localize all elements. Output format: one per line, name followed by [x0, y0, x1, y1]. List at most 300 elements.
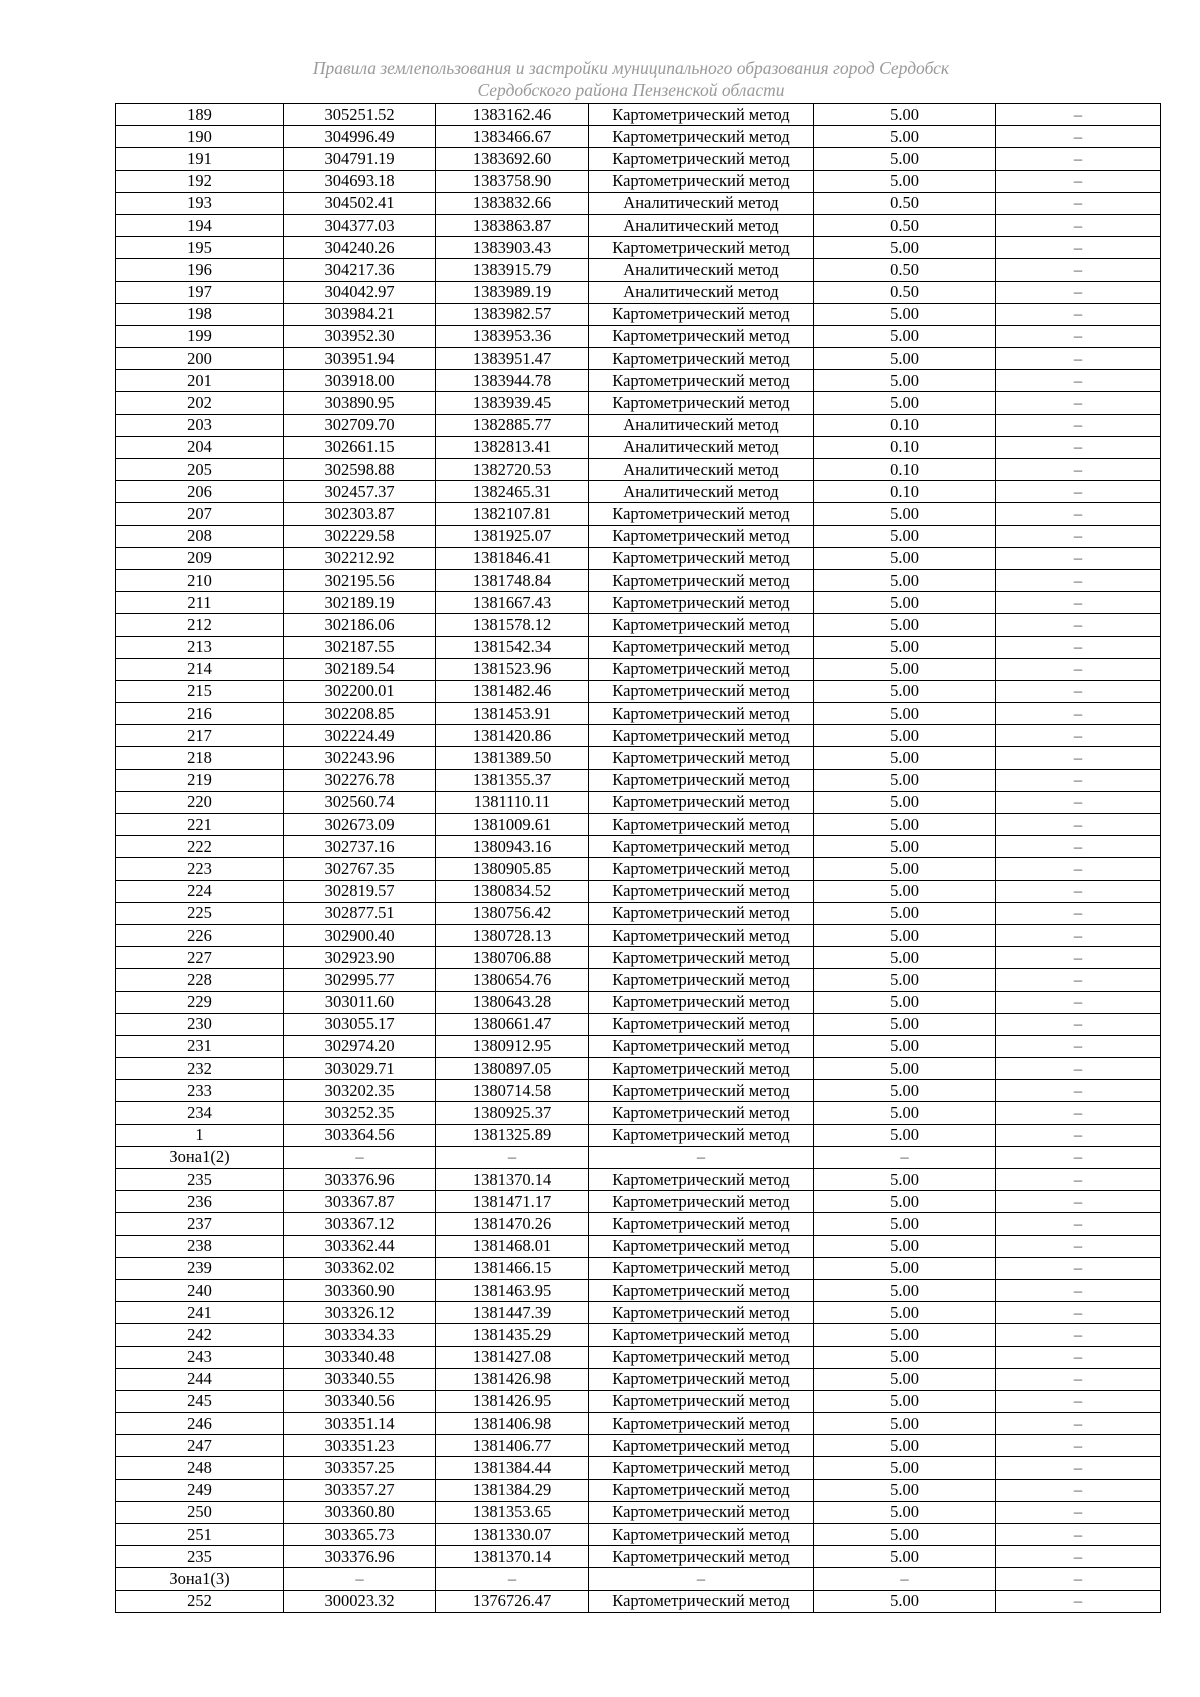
accuracy-cell: 5.00: [814, 547, 996, 569]
table-row: [116, 880, 1161, 902]
x-coordinate-cell: 303364.56: [284, 1124, 436, 1146]
method-cell: –: [589, 1568, 814, 1590]
table-row: [116, 148, 1161, 170]
table-row: [116, 1080, 1161, 1102]
point-number-cell: 250: [116, 1501, 284, 1523]
x-coordinate-cell: 303362.02: [284, 1257, 436, 1279]
description-cell: –: [996, 1568, 1161, 1590]
method-cell: Картометрический метод: [589, 237, 814, 259]
x-coordinate-cell: 303951.94: [284, 348, 436, 370]
y-coordinate-cell: 1381542.34: [436, 636, 589, 658]
method-cell: Картометрический метод: [589, 1235, 814, 1257]
x-coordinate-cell: 304377.03: [284, 214, 436, 236]
x-coordinate-cell: 304693.18: [284, 170, 436, 192]
description-cell: –: [996, 1435, 1161, 1457]
method-cell: Картометрический метод: [589, 1124, 814, 1146]
point-number-cell: 208: [116, 525, 284, 547]
method-cell: Картометрический метод: [589, 658, 814, 680]
x-coordinate-cell: 303376.96: [284, 1546, 436, 1568]
point-number-cell: 200: [116, 348, 284, 370]
description-cell: –: [996, 747, 1161, 769]
x-coordinate-cell: 302276.78: [284, 769, 436, 791]
point-number-cell: 206: [116, 481, 284, 503]
accuracy-cell: 0.10: [814, 414, 996, 436]
point-number-cell: 252: [116, 1590, 284, 1612]
description-cell: –: [996, 592, 1161, 614]
x-coordinate-cell: –: [284, 1568, 436, 1590]
description-cell: –: [996, 680, 1161, 702]
x-coordinate-cell: 302900.40: [284, 924, 436, 946]
table-row: [116, 791, 1161, 813]
accuracy-cell: 0.10: [814, 459, 996, 481]
point-number-cell: 234: [116, 1102, 284, 1124]
method-cell: –: [589, 1146, 814, 1168]
method-cell: Картометрический метод: [589, 1102, 814, 1124]
point-number-cell: 236: [116, 1191, 284, 1213]
x-coordinate-cell: 302709.70: [284, 414, 436, 436]
point-number-cell: 238: [116, 1235, 284, 1257]
x-coordinate-cell: 303351.14: [284, 1413, 436, 1435]
method-cell: Картометрический метод: [589, 1058, 814, 1080]
y-coordinate-cell: 1382720.53: [436, 459, 589, 481]
table-row: [116, 725, 1161, 747]
table-row: [116, 325, 1161, 347]
accuracy-cell: 5.00: [814, 126, 996, 148]
point-number-cell: 198: [116, 303, 284, 325]
point-number-cell: 189: [116, 104, 284, 126]
method-cell: Картометрический метод: [589, 1080, 814, 1102]
x-coordinate-cell: 303952.30: [284, 325, 436, 347]
accuracy-cell: 0.10: [814, 436, 996, 458]
x-coordinate-cell: 302661.15: [284, 436, 436, 458]
y-coordinate-cell: 1380706.88: [436, 947, 589, 969]
x-coordinate-cell: 303334.33: [284, 1324, 436, 1346]
method-cell: Картометрический метод: [589, 1013, 814, 1035]
y-coordinate-cell: 1381110.11: [436, 791, 589, 813]
description-cell: –: [996, 1257, 1161, 1279]
table-row: [116, 1524, 1161, 1546]
table-row: [116, 680, 1161, 702]
method-cell: Картометрический метод: [589, 525, 814, 547]
table-row: [116, 1035, 1161, 1057]
accuracy-cell: 0.50: [814, 259, 996, 281]
method-cell: Картометрический метод: [589, 1479, 814, 1501]
accuracy-cell: 5.00: [814, 836, 996, 858]
accuracy-cell: 5.00: [814, 104, 996, 126]
x-coordinate-cell: 303202.35: [284, 1080, 436, 1102]
x-coordinate-cell: 302974.20: [284, 1035, 436, 1057]
table-row: [116, 569, 1161, 591]
accuracy-cell: 5.00: [814, 1235, 996, 1257]
y-coordinate-cell: 1381471.17: [436, 1191, 589, 1213]
table-row: [116, 1169, 1161, 1191]
y-coordinate-cell: 1383982.57: [436, 303, 589, 325]
accuracy-cell: 5.00: [814, 1058, 996, 1080]
point-number-cell: 191: [116, 148, 284, 170]
description-cell: –: [996, 636, 1161, 658]
description-cell: –: [996, 1080, 1161, 1102]
accuracy-cell: 0.50: [814, 281, 996, 303]
x-coordinate-cell: 303367.12: [284, 1213, 436, 1235]
table-row: [116, 259, 1161, 281]
point-number-cell: 212: [116, 614, 284, 636]
accuracy-cell: 5.00: [814, 725, 996, 747]
point-number-cell: 199: [116, 325, 284, 347]
y-coordinate-cell: 1383832.66: [436, 192, 589, 214]
method-cell: Картометрический метод: [589, 924, 814, 946]
accuracy-cell: 5.00: [814, 303, 996, 325]
x-coordinate-cell: 303011.60: [284, 991, 436, 1013]
method-cell: Картометрический метод: [589, 769, 814, 791]
table-row: [116, 170, 1161, 192]
y-coordinate-cell: 1381482.46: [436, 680, 589, 702]
accuracy-cell: 5.00: [814, 1035, 996, 1057]
point-number-cell: 220: [116, 791, 284, 813]
description-cell: –: [996, 259, 1161, 281]
accuracy-cell: 5.00: [814, 1501, 996, 1523]
x-coordinate-cell: 302598.88: [284, 459, 436, 481]
y-coordinate-cell: 1382465.31: [436, 481, 589, 503]
x-coordinate-cell: 303365.73: [284, 1524, 436, 1546]
method-cell: Аналитический метод: [589, 436, 814, 458]
y-coordinate-cell: 1381370.14: [436, 1169, 589, 1191]
description-cell: –: [996, 1546, 1161, 1568]
table-row: [116, 947, 1161, 969]
method-cell: Картометрический метод: [589, 1257, 814, 1279]
accuracy-cell: 5.00: [814, 1346, 996, 1368]
table-row: [116, 1346, 1161, 1368]
y-coordinate-cell: 1381466.15: [436, 1257, 589, 1279]
accuracy-cell: 5.00: [814, 1390, 996, 1412]
point-number-cell: 235: [116, 1546, 284, 1568]
table-row: [116, 192, 1161, 214]
y-coordinate-cell: 1380897.05: [436, 1058, 589, 1080]
y-coordinate-cell: 1381355.37: [436, 769, 589, 791]
page-header: [0, 57, 1200, 101]
table-row: [116, 924, 1161, 946]
description-cell: –: [996, 1013, 1161, 1035]
point-number-cell: 215: [116, 680, 284, 702]
table-row: [116, 1146, 1161, 1168]
method-cell: Картометрический метод: [589, 1302, 814, 1324]
description-cell: –: [996, 658, 1161, 680]
method-cell: Картометрический метод: [589, 1413, 814, 1435]
y-coordinate-cell: 1383939.45: [436, 392, 589, 414]
x-coordinate-cell: –: [284, 1146, 436, 1168]
description-cell: –: [996, 1501, 1161, 1523]
point-number-cell: 196: [116, 259, 284, 281]
accuracy-cell: 5.00: [814, 1257, 996, 1279]
accuracy-cell: 5.00: [814, 747, 996, 769]
y-coordinate-cell: 1381470.26: [436, 1213, 589, 1235]
accuracy-cell: 5.00: [814, 680, 996, 702]
method-cell: Аналитический метод: [589, 414, 814, 436]
x-coordinate-cell: 303340.48: [284, 1346, 436, 1368]
table-row: [116, 481, 1161, 503]
method-cell: Аналитический метод: [589, 459, 814, 481]
table-row: [116, 436, 1161, 458]
point-number-cell: 248: [116, 1457, 284, 1479]
table-row: [116, 1302, 1161, 1324]
accuracy-cell: 5.00: [814, 814, 996, 836]
description-cell: –: [996, 725, 1161, 747]
accuracy-cell: 5.00: [814, 1169, 996, 1191]
table-row: [116, 703, 1161, 725]
point-number-cell: 241: [116, 1302, 284, 1324]
point-number-cell: 243: [116, 1346, 284, 1368]
x-coordinate-cell: 302187.55: [284, 636, 436, 658]
method-cell: Картометрический метод: [589, 1346, 814, 1368]
description-cell: –: [996, 503, 1161, 525]
accuracy-cell: 5.00: [814, 1324, 996, 1346]
table-row: [116, 1546, 1161, 1568]
y-coordinate-cell: 1381384.29: [436, 1479, 589, 1501]
description-cell: –: [996, 237, 1161, 259]
table-row: [116, 1058, 1161, 1080]
table-row: [116, 836, 1161, 858]
description-cell: –: [996, 1524, 1161, 1546]
accuracy-cell: 5.00: [814, 392, 996, 414]
description-cell: –: [996, 614, 1161, 636]
table-row: [116, 1457, 1161, 1479]
accuracy-cell: 5.00: [814, 703, 996, 725]
description-cell: –: [996, 1146, 1161, 1168]
description-cell: –: [996, 991, 1161, 1013]
point-number-cell: 203: [116, 414, 284, 436]
accuracy-cell: 5.00: [814, 1080, 996, 1102]
accuracy-cell: 5.00: [814, 325, 996, 347]
accuracy-cell: 5.00: [814, 1457, 996, 1479]
method-cell: Картометрический метод: [589, 858, 814, 880]
method-cell: Аналитический метод: [589, 214, 814, 236]
table-row: [116, 1235, 1161, 1257]
description-cell: –: [996, 1302, 1161, 1324]
description-cell: –: [996, 1058, 1161, 1080]
method-cell: Аналитический метод: [589, 192, 814, 214]
x-coordinate-cell: 303367.87: [284, 1191, 436, 1213]
description-cell: –: [996, 1457, 1161, 1479]
description-cell: –: [996, 192, 1161, 214]
method-cell: Картометрический метод: [589, 1169, 814, 1191]
x-coordinate-cell: 302229.58: [284, 525, 436, 547]
accuracy-cell: 5.00: [814, 769, 996, 791]
x-coordinate-cell: 302673.09: [284, 814, 436, 836]
description-cell: –: [996, 924, 1161, 946]
accuracy-cell: 5.00: [814, 348, 996, 370]
table-row: [116, 370, 1161, 392]
y-coordinate-cell: 1380834.52: [436, 880, 589, 902]
method-cell: Картометрический метод: [589, 392, 814, 414]
description-cell: –: [996, 459, 1161, 481]
table-row: [116, 747, 1161, 769]
x-coordinate-cell: 303357.25: [284, 1457, 436, 1479]
method-cell: Картометрический метод: [589, 1191, 814, 1213]
point-number-cell: 1: [116, 1124, 284, 1146]
x-coordinate-cell: 302457.37: [284, 481, 436, 503]
y-coordinate-cell: 1380943.16: [436, 836, 589, 858]
description-cell: –: [996, 814, 1161, 836]
table-row: [116, 1568, 1161, 1590]
method-cell: Картометрический метод: [589, 902, 814, 924]
point-number-cell: 202: [116, 392, 284, 414]
accuracy-cell: 5.00: [814, 1213, 996, 1235]
description-cell: –: [996, 148, 1161, 170]
table-row: [116, 636, 1161, 658]
table-row: [116, 1102, 1161, 1124]
x-coordinate-cell: 303340.55: [284, 1368, 436, 1390]
point-number-cell: 195: [116, 237, 284, 259]
description-cell: –: [996, 1479, 1161, 1501]
x-coordinate-cell: 303360.80: [284, 1501, 436, 1523]
x-coordinate-cell: 304502.41: [284, 192, 436, 214]
description-cell: –: [996, 569, 1161, 591]
method-cell: Картометрический метод: [589, 503, 814, 525]
description-cell: –: [996, 525, 1161, 547]
y-coordinate-cell: 1381370.14: [436, 1546, 589, 1568]
point-number-cell: 226: [116, 924, 284, 946]
table-row: [116, 547, 1161, 569]
point-number-cell: Зона1(3): [116, 1568, 284, 1590]
description-cell: –: [996, 414, 1161, 436]
x-coordinate-cell: 302767.35: [284, 858, 436, 880]
point-number-cell: 230: [116, 1013, 284, 1035]
method-cell: Картометрический метод: [589, 680, 814, 702]
point-number-cell: 227: [116, 947, 284, 969]
description-cell: –: [996, 1390, 1161, 1412]
table-row: [116, 214, 1161, 236]
y-coordinate-cell: 1381435.29: [436, 1324, 589, 1346]
point-number-cell: 244: [116, 1368, 284, 1390]
method-cell: Аналитический метод: [589, 259, 814, 281]
x-coordinate-cell: 303340.56: [284, 1390, 436, 1412]
table-row: [116, 969, 1161, 991]
table-row: [116, 392, 1161, 414]
y-coordinate-cell: 1381426.95: [436, 1390, 589, 1412]
x-coordinate-cell: 303029.71: [284, 1058, 436, 1080]
x-coordinate-cell: 302208.85: [284, 703, 436, 725]
point-number-cell: 216: [116, 703, 284, 725]
description-cell: –: [996, 902, 1161, 924]
description-cell: –: [996, 1191, 1161, 1213]
table-row: [116, 1590, 1161, 1612]
y-coordinate-cell: 1383944.78: [436, 370, 589, 392]
x-coordinate-cell: 303252.35: [284, 1102, 436, 1124]
point-number-cell: 211: [116, 592, 284, 614]
accuracy-cell: 5.00: [814, 991, 996, 1013]
y-coordinate-cell: 1381353.65: [436, 1501, 589, 1523]
y-coordinate-cell: 1381453.91: [436, 703, 589, 725]
method-cell: Картометрический метод: [589, 1390, 814, 1412]
description-cell: –: [996, 104, 1161, 126]
description-cell: –: [996, 1035, 1161, 1057]
y-coordinate-cell: 1381846.41: [436, 547, 589, 569]
point-number-cell: 246: [116, 1413, 284, 1435]
y-coordinate-cell: 1380905.85: [436, 858, 589, 880]
table-row: [116, 858, 1161, 880]
table-row: [116, 991, 1161, 1013]
accuracy-cell: 5.00: [814, 1191, 996, 1213]
y-coordinate-cell: –: [436, 1568, 589, 1590]
y-coordinate-cell: 1382107.81: [436, 503, 589, 525]
x-coordinate-cell: 302189.19: [284, 592, 436, 614]
table-row: [116, 769, 1161, 791]
y-coordinate-cell: –: [436, 1146, 589, 1168]
description-cell: –: [996, 1235, 1161, 1257]
y-coordinate-cell: 1380714.58: [436, 1080, 589, 1102]
method-cell: Картометрический метод: [589, 814, 814, 836]
method-cell: Картометрический метод: [589, 1546, 814, 1568]
method-cell: Картометрический метод: [589, 1213, 814, 1235]
point-number-cell: 239: [116, 1257, 284, 1279]
accuracy-cell: 5.00: [814, 237, 996, 259]
method-cell: Картометрический метод: [589, 170, 814, 192]
point-number-cell: 192: [116, 170, 284, 192]
y-coordinate-cell: 1383692.60: [436, 148, 589, 170]
point-number-cell: 221: [116, 814, 284, 836]
x-coordinate-cell: 303376.96: [284, 1169, 436, 1191]
y-coordinate-cell: 1383162.46: [436, 104, 589, 126]
table-row: [116, 1213, 1161, 1235]
point-number-cell: 218: [116, 747, 284, 769]
description-cell: –: [996, 880, 1161, 902]
point-number-cell: 223: [116, 858, 284, 880]
description-cell: –: [996, 969, 1161, 991]
method-cell: Картометрический метод: [589, 1435, 814, 1457]
accuracy-cell: 5.00: [814, 1435, 996, 1457]
accuracy-cell: 5.00: [814, 525, 996, 547]
x-coordinate-cell: 302560.74: [284, 791, 436, 813]
description-cell: –: [996, 348, 1161, 370]
method-cell: Картометрический метод: [589, 703, 814, 725]
point-number-cell: 247: [116, 1435, 284, 1457]
accuracy-cell: 5.00: [814, 1524, 996, 1546]
y-coordinate-cell: 1383915.79: [436, 259, 589, 281]
accuracy-cell: 5.00: [814, 791, 996, 813]
y-coordinate-cell: 1381330.07: [436, 1524, 589, 1546]
description-cell: –: [996, 858, 1161, 880]
method-cell: Картометрический метод: [589, 592, 814, 614]
point-number-cell: 231: [116, 1035, 284, 1057]
x-coordinate-cell: 302923.90: [284, 947, 436, 969]
accuracy-cell: 5.00: [814, 947, 996, 969]
table-row: [116, 1324, 1161, 1346]
accuracy-cell: 5.00: [814, 503, 996, 525]
accuracy-cell: 5.00: [814, 924, 996, 946]
header-line-1: Правила землепользования и застройки муниципального образования город Сердобск: [312, 58, 950, 78]
point-number-cell: 240: [116, 1279, 284, 1301]
method-cell: Картометрический метод: [589, 969, 814, 991]
point-number-cell: 245: [116, 1390, 284, 1412]
method-cell: Картометрический метод: [589, 791, 814, 813]
method-cell: Картометрический метод: [589, 836, 814, 858]
method-cell: Картометрический метод: [589, 148, 814, 170]
accuracy-cell: 5.00: [814, 1302, 996, 1324]
accuracy-cell: 5.00: [814, 636, 996, 658]
description-cell: –: [996, 1124, 1161, 1146]
x-coordinate-cell: 302189.54: [284, 658, 436, 680]
description-cell: –: [996, 1590, 1161, 1612]
point-number-cell: 224: [116, 880, 284, 902]
table-row: [116, 814, 1161, 836]
point-number-cell: 249: [116, 1479, 284, 1501]
description-cell: –: [996, 481, 1161, 503]
x-coordinate-cell: 302877.51: [284, 902, 436, 924]
table-row: [116, 104, 1161, 126]
y-coordinate-cell: 1383951.47: [436, 348, 589, 370]
x-coordinate-cell: 302737.16: [284, 836, 436, 858]
method-cell: Картометрический метод: [589, 1368, 814, 1390]
x-coordinate-cell: 303055.17: [284, 1013, 436, 1035]
